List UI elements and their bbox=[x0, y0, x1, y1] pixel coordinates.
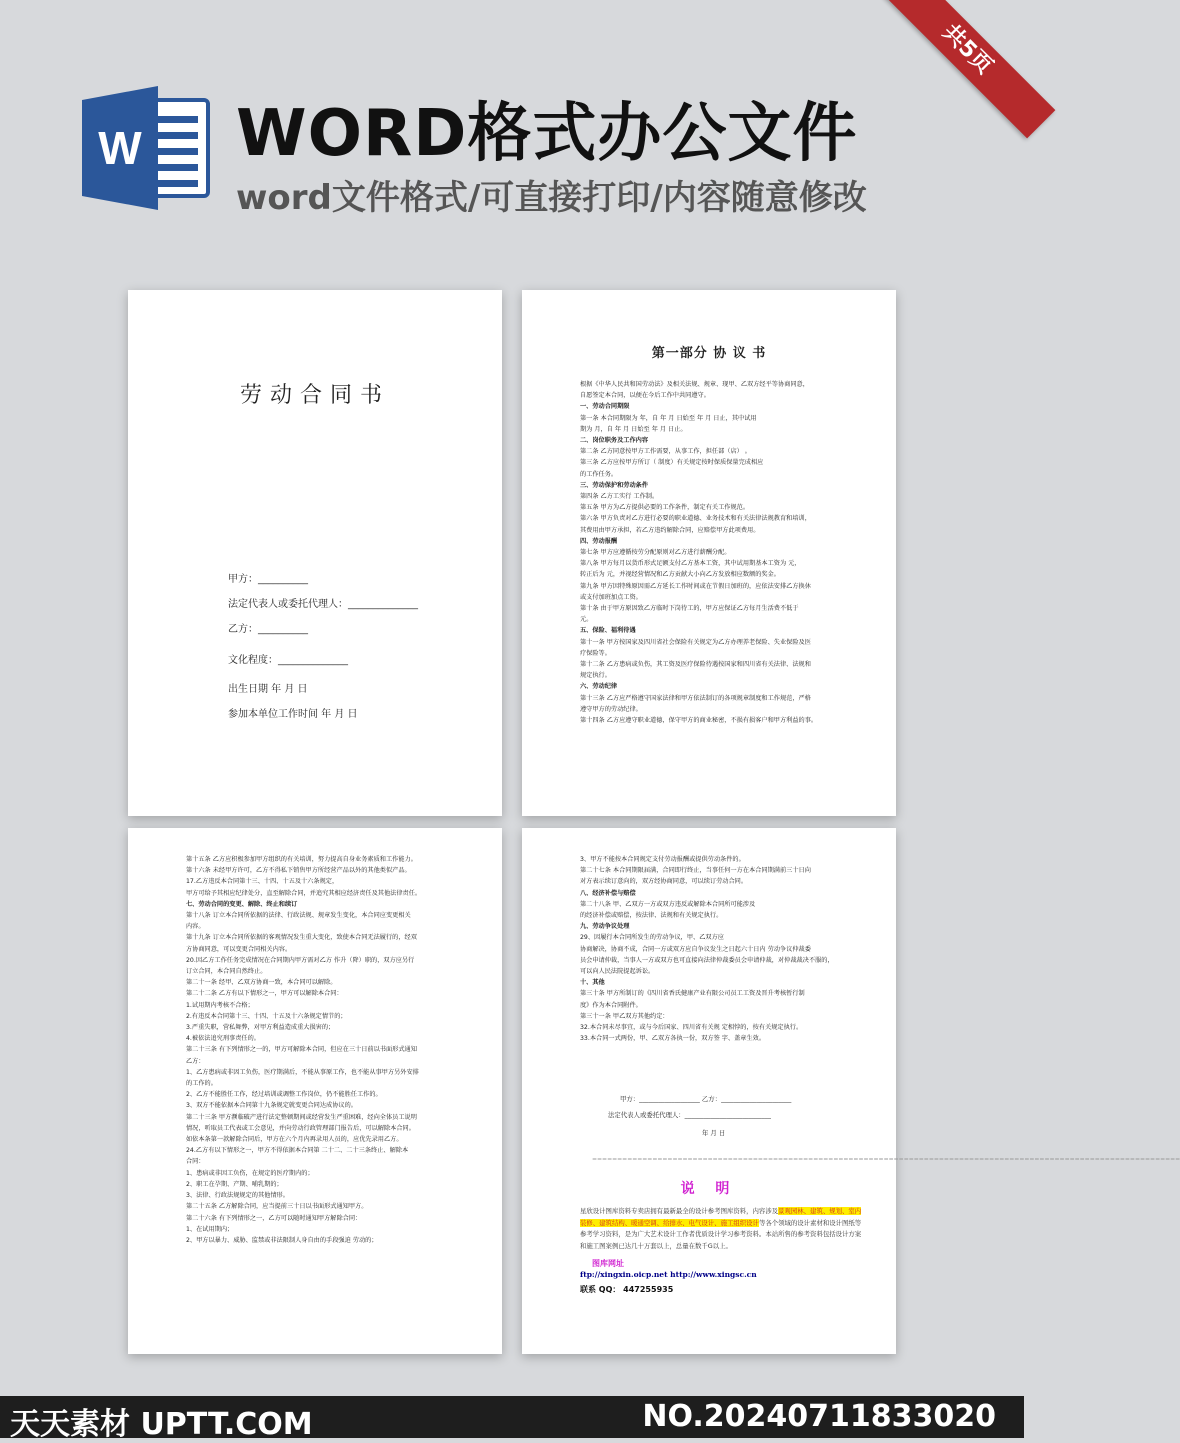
signature-line-representative: 法定代表人或委托代理人：___________________________ bbox=[608, 1111, 771, 1119]
cover-field: 参加本单位工作时间 年 月 日 bbox=[228, 709, 358, 720]
cover-field: 出生日期 年 月 日 bbox=[228, 684, 308, 695]
text-line: 乙方： bbox=[186, 1057, 205, 1065]
text-line: 20.因乙方工作任务完成情况在合同期内甲方需对乙方 作升（降）职的，双方应另行 bbox=[186, 956, 415, 964]
text-line: 元。 bbox=[580, 616, 593, 624]
text-line: 转正后为 元，并视经营情况和乙方贡献大小向乙方发放相应数额的奖金。 bbox=[580, 571, 780, 579]
agreement-heading: 第一部分 协 议 书 bbox=[651, 346, 767, 361]
text-line: 情况，听取员工代表或工会意见，并向劳动行政管理部门报告后，可以解除本合同。 bbox=[186, 1124, 415, 1132]
text-line: 第六条 甲方负责对乙方进行必要的职业道德、业务技术和有关法律法规教育和培训， bbox=[580, 515, 811, 523]
note-title: 说 明 bbox=[680, 1181, 738, 1197]
text-line: 第三十条 甲方所制订的《四川省香氏健康产业有限公司员工工资及晋升考核暂行制 bbox=[580, 990, 805, 998]
text-line: 第三条 乙方应按甲方所订（ 制度）有关规定按时保质保量完成相应 bbox=[580, 459, 764, 467]
text-line: 第二十三条 有下列情形之一的，甲方可解除本合同，但应在三十日前以书面形式通知 bbox=[186, 1046, 417, 1054]
text-line: 度》作为本合同附件。 bbox=[580, 1001, 642, 1009]
text-line: 协商解决，协商不成，合同一方或双方应自争议发生之日起六十日内 劳动争议仲裁委 bbox=[580, 945, 811, 953]
page-count-badge: 共5页 bbox=[879, 0, 1056, 138]
text-line: 期为 月，自 年 月 日始至 年 月 日止。 bbox=[580, 425, 687, 433]
text-line: 规定执行。 bbox=[580, 672, 611, 680]
text-line: 员会申请仲裁，当事人一方或双方也可直接向法律仲裁委员会申请仲裁，对仲裁裁决不服的， bbox=[580, 956, 834, 964]
text-line: 第十条 由于甲方原因致乙方临时下岗待工的，甲方应保证乙方每月生活费不低于 bbox=[580, 605, 799, 613]
page-text bbox=[522, 379, 896, 726]
text-line: 疗保险等。 bbox=[580, 649, 611, 657]
text-line: 1.试用期内考核不合格； bbox=[186, 1001, 254, 1009]
word-icon bbox=[82, 86, 212, 210]
cover-field: 文化程度：______________ bbox=[228, 655, 348, 666]
signature-line-parties: 甲方：___________________ 乙方：______________________ bbox=[620, 1095, 792, 1103]
text-line: 订立合同，本合同自然终止。 bbox=[186, 968, 267, 976]
text-line: 第十一条 甲方按国家及四川省社会保险有关规定为乙方办理养老保险、失业保险及医 bbox=[580, 638, 811, 646]
text-line: 3、法律、行政法规规定的其他情形。 bbox=[186, 1192, 289, 1200]
cover-fields bbox=[228, 570, 418, 730]
footer-bar bbox=[0, 1396, 1024, 1442]
footer-number: NO.20240711833020 bbox=[642, 1399, 996, 1434]
text-line: 第十三条 乙方应严格遵守国家法律和甲方依法制订的各项规章制度和工作规范，严格 bbox=[580, 694, 811, 702]
text-line: 3.严重失职，营私舞弊，对甲方利益造成重大损害的； bbox=[186, 1024, 335, 1032]
site-urls: ftp://xingxin.oicp.net http://www.xingsc.cn bbox=[580, 1270, 757, 1279]
note-body: 星欣设计图库资料专卖店拥有最新最全的设计参考图库资料，内容涉及景观园林、建筑、规划、室内装修、建筑结构、暖通空调、给排水、电气设计、施工组织设计等各个领域的设计素材和设计图纸等参考学习资料，是为广大艺术设计工作者优质设计学习参考资料。本站所售的参考资料包括设计方案和施工图案例已达几十万套以上，总量在数千G以上。 bbox=[580, 1207, 862, 1250]
text-line: 第七条 甲方应遵循按劳分配原则对乙方进行薪酬分配。 bbox=[580, 549, 731, 557]
text-line: 2、甲方以暴力、威胁、监禁或非法限制人身自由的手段强迫 劳动的； bbox=[186, 1236, 378, 1244]
text-line: 根据《中华人民共和国劳动法》及相关法规、规章、现甲、乙双方经平等协商同意， bbox=[580, 381, 809, 388]
section-heading: 六、劳动纪律 bbox=[580, 683, 618, 691]
text-line: 第二条 乙方同意按甲方工作需要，从事工作，担任部（店） 。 bbox=[580, 448, 751, 456]
text-line: 第十六条 未经甲方许可，乙方不得私下销售甲方所经营产品以外的其他类似产品。 bbox=[186, 867, 411, 875]
text-line: 第三十一条 甲乙双方其他约定： bbox=[580, 1012, 669, 1020]
section-heading: 九、劳动争议处理 bbox=[580, 923, 630, 931]
page-text bbox=[128, 828, 502, 1246]
section-heading: 七、劳动合同的变更、解除、终止和续订 bbox=[186, 900, 298, 908]
divider: ===================================================================================================================== bbox=[592, 1156, 1180, 1163]
text-line: 第十八条 订立本合同所依据的法律、行政法规、规章发生变化，本合同应变更相关 bbox=[186, 912, 411, 920]
text-line: 第二十二条 乙方有以下情形之一，甲方可以解除本合同： bbox=[186, 990, 343, 998]
signature-date: 年 月 日 bbox=[702, 1129, 726, 1137]
text-line: 2.有违反本合同第十三、十四、十五及十六条规定情节的； bbox=[186, 1012, 347, 1020]
text-line: 1、乙方患病或非因工负伤，医疗期满后，不能从事原工作，也不能从事甲方另外安排 bbox=[186, 1068, 419, 1076]
text-line: 第十四条 乙方应遵守职业道德，保守甲方的商业秘密，不损有损客户和甲方利益的事。 bbox=[580, 717, 818, 725]
text-line: 第十九条 订立本合同所依据的客观情况发生重大变化，致使本合同无法履行的，经双 bbox=[186, 934, 417, 942]
text-line: 4.被依法追究刑事责任的。 bbox=[186, 1035, 260, 1043]
cover-field: 甲方：__________ bbox=[228, 574, 308, 585]
text-line: 1、在试用期内； bbox=[186, 1225, 234, 1233]
contact-qq: 联系 QQ： 447255935 bbox=[580, 1285, 674, 1294]
text-line: 第四条 乙方工实行 工作制。 bbox=[580, 493, 659, 501]
text-line: 第一条 本合同期限为 年，自 年 月 日始至 年 月 日止，其中试用 bbox=[580, 414, 757, 422]
text-line: 方协商同意，可以变更合同相关内容。 bbox=[186, 945, 292, 953]
text-line: 33.本合同一式两份，甲、乙双方各执一份，双方签 字、盖章生效。 bbox=[580, 1035, 766, 1043]
text-line: 其费用由甲方承担，若乙方违约解除合同，应赔偿甲方此项费用。 bbox=[580, 526, 760, 534]
text-line: 如依本条第一款解除合同后，甲方在六个月内再录用人员的，应优先录用乙方。 bbox=[186, 1136, 403, 1144]
text-line: 3、双方不能依据本合同第十九条规定就变更合同达成协议的。 bbox=[186, 1102, 357, 1110]
text-line: 可以向人民法院提起诉讼。 bbox=[580, 968, 655, 976]
text-line: 对方表示续订意向的，双方经协商同意，可以续订劳动合同。 bbox=[580, 878, 748, 886]
text-line: 29、因履行本合同所发生的劳动争议，甲、乙双方应 bbox=[580, 934, 724, 942]
document-page-terms bbox=[128, 828, 502, 1354]
section-heading: 十、其他 bbox=[580, 979, 605, 987]
text-line: 3、甲方不能按本合同规定支付劳动报酬或提供劳动条件的。 bbox=[580, 856, 745, 863]
text-line: 第二十三条 甲方濒临破产进行法定整顿期间或经营发生严重困难，经向全体员工说明 bbox=[186, 1113, 417, 1121]
text-line: 合同： bbox=[186, 1158, 205, 1166]
text-line: 自愿签定本合同，以便在今后工作中共同遵守。 bbox=[580, 392, 710, 400]
text-line: 1、患病或非因工负伤，在规定的医疗期内的； bbox=[186, 1169, 314, 1177]
text-line: 第二十一条 经甲、乙双方协商一致，本合同可以解除。 bbox=[186, 979, 337, 987]
section-heading: 三、劳动保护和劳动条件 bbox=[580, 481, 649, 489]
text-line: 第二十五条 乙方解除合同，应当提前三十日以书面形式通知甲方。 bbox=[186, 1203, 368, 1211]
text-line: 的工作的。 bbox=[186, 1080, 217, 1088]
text-line: 32.本合同未尽事宜，或与今后国家、四川省有关规 定相悖的，按有关规定执行。 bbox=[580, 1024, 803, 1032]
text-line: 2、乙方不能胜任工作，经过培训或调整工作岗位，仍不能胜任工作的。 bbox=[186, 1091, 382, 1099]
document-page-cover bbox=[128, 290, 502, 816]
text-line: 2、职工在孕期、产期、哺乳期的； bbox=[186, 1180, 283, 1188]
text-line: 内容。 bbox=[186, 923, 205, 931]
text-line: 第二十八条 甲、乙双方一方或双方违反或解除本合同所可能涉及 bbox=[580, 900, 756, 908]
site-label: 图库网址 bbox=[592, 1259, 624, 1268]
page-count-ribbon bbox=[874, 0, 1024, 150]
text-line: 遵守甲方的劳动纪律。 bbox=[580, 705, 642, 713]
contract-title: 劳动合同书 bbox=[239, 383, 390, 408]
text-line: 或支付加班加点工资。 bbox=[580, 593, 642, 601]
section-heading: 四、劳动报酬 bbox=[580, 537, 618, 545]
text-line: 第十五条 乙方应积极参加甲方组织的有关培训，努力提高自身业务素质和工作能力。 bbox=[186, 856, 417, 863]
sub-title: word文件格式/可直接打印/内容随意修改 bbox=[236, 178, 867, 218]
cover-field: 法定代表人或委托代理人：______________ bbox=[228, 599, 418, 610]
footer-brand: 天天素材 UPTT.COM bbox=[10, 1407, 313, 1442]
document-page-agreement bbox=[522, 290, 896, 816]
text-line: 第二十七条 本合同期限届满，合同即行终止，当事任何一方在本合同期满前三十日向 bbox=[580, 867, 811, 875]
section-heading: 二、岗位职务及工作内容 bbox=[580, 437, 649, 445]
document-page-final bbox=[522, 828, 1180, 1354]
svg-text:W: W bbox=[98, 122, 142, 174]
text-line: 的工作任务。 bbox=[580, 470, 618, 478]
text-line: 第二十六条 有下列情形之一，乙方可以随时通知甲方解除合同： bbox=[186, 1214, 362, 1222]
text-line: 17.乙方违反本合同第十三、十四、十五及十六条规定， bbox=[186, 878, 339, 886]
section-heading: 一、劳动合同期限 bbox=[580, 403, 630, 411]
text-line: 第十二条 乙方患病或负伤，其工资及医疗保险待遇按国家和四川省有关法律、法规和 bbox=[580, 661, 811, 669]
text-line: 24.乙方有以下情形之一，甲方不得依据本合同第 二十二、二十三条终止、解除本 bbox=[186, 1147, 409, 1155]
cover-field: 乙方：__________ bbox=[228, 624, 308, 635]
section-heading: 五、保险、福利待遇 bbox=[580, 627, 636, 635]
text-line: 的经济补偿或赔偿，按法律、法规和有关规定执行。 bbox=[580, 912, 723, 920]
text-line: 第八条 甲方每月以货币形式足额支付乙方基本工资，其中试用期基本工资为 元， bbox=[580, 560, 801, 568]
main-title: WORD格式办公文件 bbox=[236, 97, 858, 171]
text-line: 第九条 甲方因特殊原因需乙方延长工作时间或在节假日加班的，应依法安排乙方换休 bbox=[580, 582, 811, 590]
note-highlight: 景观园林、建筑、规划、室内装修、建筑结构、暖通空调、给排水、电气设计、施工组织设计 bbox=[580, 1207, 862, 1227]
section-heading: 八、经济补偿与赔偿 bbox=[580, 889, 636, 897]
text-line: 甲方可给予其相应纪律处分，直至解除合同，并追究其相应经济责任及其他法律责任。 bbox=[186, 889, 422, 897]
text-line: 第五条 甲方为乙方提供必要的工作条件，制定有关工作规范。 bbox=[580, 504, 750, 512]
page-text bbox=[522, 828, 896, 1044]
